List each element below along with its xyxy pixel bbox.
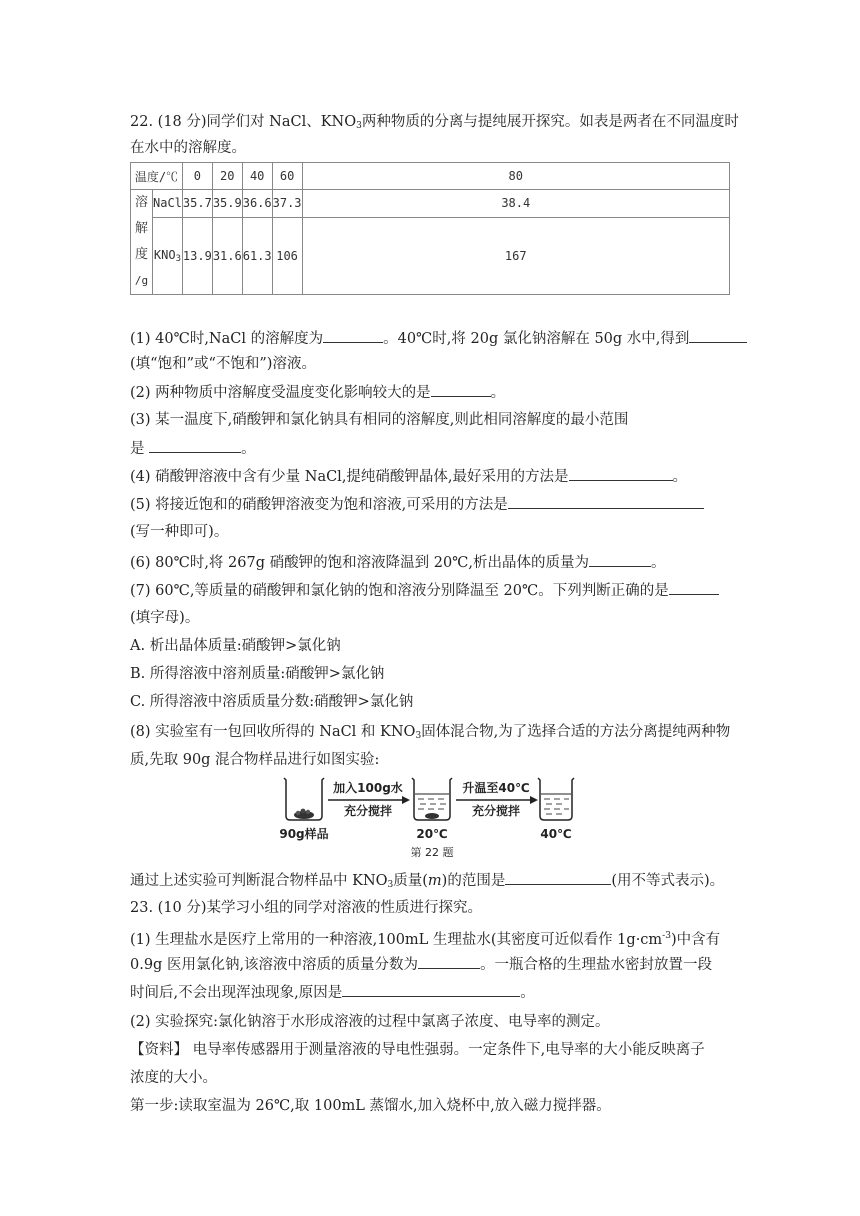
q22-part3: (3) 某一温度下,硝酸钾和氯化钠具有相同的溶解度,则此相同溶解度的最小范围 — [130, 412, 629, 428]
temp-cell: 60 — [272, 163, 302, 190]
temp-label: 温度/℃ — [131, 163, 183, 190]
answer-blank[interactable] — [689, 328, 747, 343]
q22-part5-cont: (写一种即可)。 — [130, 524, 229, 540]
nacl-label: NaCl — [153, 190, 183, 218]
q22-part1: (1) 40℃时,NaCl 的溶解度为 。40℃时,将 20g 氯化钠溶解在 50g 水中,得到 — [130, 328, 747, 349]
undissolved-solid — [425, 813, 439, 819]
beaker-2 — [412, 778, 452, 820]
beaker2-label: 20℃ — [416, 827, 448, 841]
answer-blank[interactable] — [323, 328, 383, 343]
q22-part8: (8) 实验室有一包回收所得的 NaCl 和 $KNO_3$固体混合物,为了选择合适的方法分离提纯两种物 — [130, 724, 731, 741]
beaker-1 — [284, 778, 324, 820]
arrow1-top-label: 加入100g水 — [333, 781, 403, 795]
beaker-3 — [538, 778, 574, 820]
beaker1-label: 90g样品 — [279, 827, 329, 841]
table-cell: 106 — [272, 217, 302, 294]
solubility-group-label: 溶 解 度 /g — [131, 190, 153, 295]
q22-part2: (2) 两种物质中溶解度受温度变化影响较大的是 。 — [130, 382, 505, 403]
answer-blank[interactable] — [589, 552, 651, 567]
q22-part8-answer: 通过上述实验可判断混合物样品中 $KNO_3$质量(m)的范围是 (用不等式表示)。 — [130, 870, 724, 895]
table-cell: 35.9 — [212, 190, 242, 218]
q23-part2: (2) 实验探究:氯化钠溶于水形成溶液的过程中氯离子浓度、电导率的测定。 — [130, 1014, 610, 1030]
beaker3-label: 40℃ — [540, 827, 572, 841]
table-row-nacl — [131, 190, 730, 218]
answer-blank[interactable] — [342, 982, 520, 997]
q23-part1-cont: 0.9g 医用氯化钠,该溶液中溶质的质量分数为 。一瓶合格的生理盐水密封放置一段 — [130, 954, 712, 975]
q22-part7: (7) 60℃,等质量的硝酸钾和氯化钠的饱和溶液分别降温至 20℃。下列判断正确的是 — [130, 580, 719, 601]
kno3-label: $KNO_3$ — [153, 217, 183, 294]
q22-part7-cont: (填字母)。 — [130, 610, 200, 626]
answer-blank[interactable] — [418, 954, 480, 969]
table-cell: 36.6 — [242, 190, 272, 218]
option-c: C. 所得溶液中溶质质量分数:硝酸钾>氯化钠 — [130, 694, 414, 710]
answer-blank[interactable] — [431, 382, 491, 397]
answer-blank[interactable] — [505, 870, 611, 885]
q22-part8-cont: 质,先取 90g 混合物样品进行如图实验: — [130, 752, 380, 768]
arrow2-bottom-label: 充分搅拌 — [471, 804, 521, 818]
table-cell: 31.6 — [212, 217, 242, 294]
q23-info-cont: 浓度的大小。 — [130, 1070, 217, 1086]
option-b: B. 所得溶液中溶剂质量:硝酸钾>氯化钠 — [130, 666, 385, 682]
q22-part5: (5) 将接近饱和的硝酸钾溶液变为饱和溶液,可采用的方法是 — [130, 494, 704, 515]
table-cell: 38.4 — [302, 190, 729, 218]
table-header-row — [131, 163, 730, 190]
temp-cell: 0 — [182, 163, 212, 190]
q22-part4: (4) 硝酸钾溶液中含有少量 NaCl,提纯硝酸钾晶体,最好采用的方法是 。 — [130, 466, 687, 487]
answer-blank[interactable] — [508, 494, 704, 509]
solubility-table — [130, 162, 730, 295]
answer-blank[interactable] — [569, 466, 673, 481]
q23-part1: (1) 生理盐水是医疗上常用的一种溶液,100mL 生理盐水(其密度可近似看作 $1g\cdot cm^{-3}$)中含有 — [130, 931, 721, 948]
q22-part6: (6) 80℃时,将 267g 硝酸钾的饱和溶液降温到 20℃,析出晶体的质量为 。 — [130, 552, 666, 573]
q23-part1-cont2: 时间后,不会出现浑浊现象,原因是 。 — [130, 982, 535, 1003]
q23-step1: 第一步:读取室温为 26℃,取 100mL 蒸馏水,加入烧杯中,放入磁力搅拌器。 — [130, 1098, 611, 1114]
q22-part3-cont: 是 。 — [130, 438, 256, 459]
option-a: A. 析出晶体质量:硝酸钾>氯化钠 — [130, 638, 341, 654]
figure-caption: 第 22 题 — [410, 846, 454, 859]
q23-header: 23. (10 分)某学习小组的同学对溶液的性质进行探究。 — [130, 900, 483, 916]
arrow-1 — [328, 796, 410, 804]
arrow2-top-label: 升温至40℃ — [462, 781, 530, 795]
arrow1-bottom-label: 充分搅拌 — [343, 804, 393, 818]
q22-part1-cont: (填“饱和”或“不饱和”)溶液。 — [130, 356, 316, 372]
table-cell: 35.7 — [182, 190, 212, 218]
table-cell: 61.3 — [242, 217, 272, 294]
table-cell: 13.9 — [182, 217, 212, 294]
arrow-2 — [456, 796, 538, 804]
table-cell: 37.3 — [272, 190, 302, 218]
sample-solid — [294, 809, 314, 819]
experiment-figure — [276, 772, 576, 860]
q22-header-line2: 在水中的溶解度。 — [130, 140, 246, 156]
q22-header: 22. (18 分)同学们对 NaCl、$KNO_3$两种物质的分离与提纯展开探究。如表是两者在不同温度时 — [130, 114, 739, 131]
answer-blank[interactable] — [669, 580, 719, 595]
table-row-kno3 — [131, 217, 730, 294]
q23-info: 【资料】 电导率传感器用于测量溶液的导电性强弱。一定条件下,电导率的大小能反映离子 — [130, 1042, 705, 1058]
answer-blank[interactable] — [149, 438, 241, 453]
table-cell: 167 — [302, 217, 729, 294]
temp-cell: 40 — [242, 163, 272, 190]
temp-cell: 80 — [302, 163, 729, 190]
temp-cell: 20 — [212, 163, 242, 190]
